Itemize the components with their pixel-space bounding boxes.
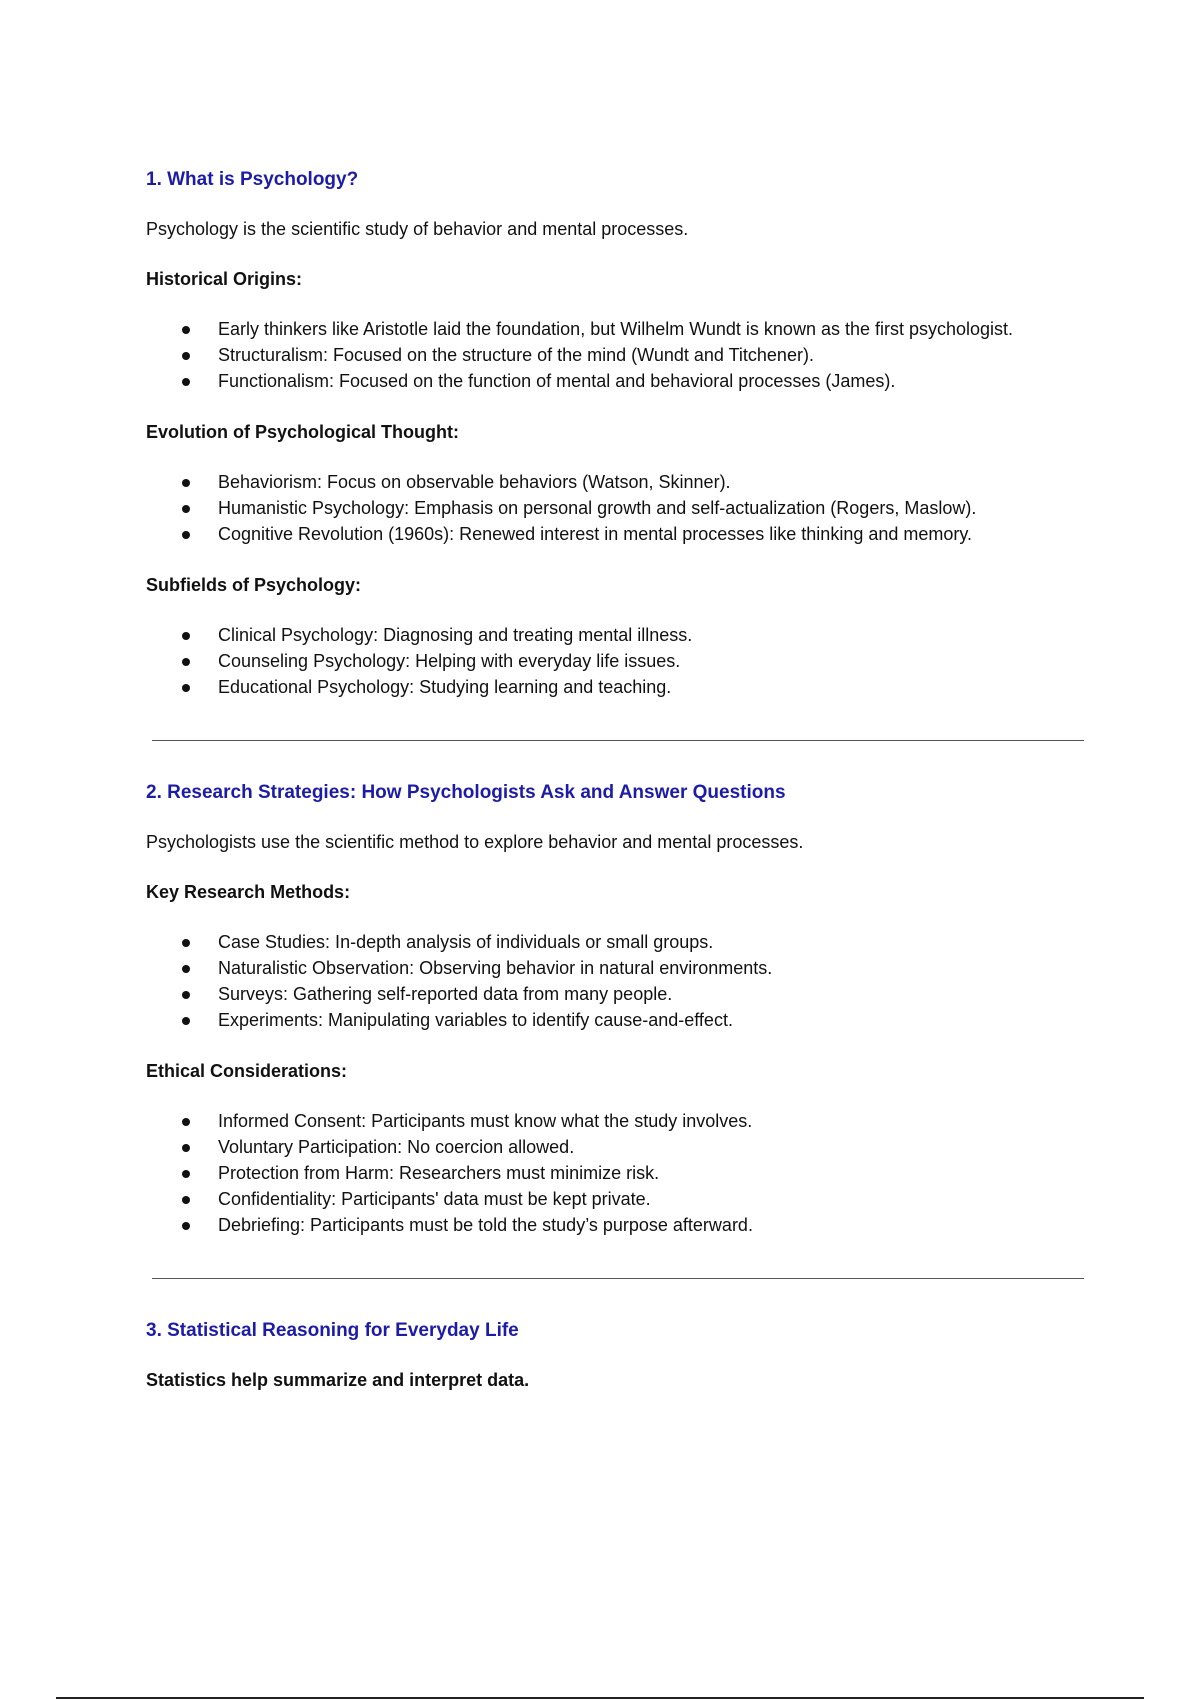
list-item-text: Informed Consent: Participants must know what the study involves. (218, 1111, 753, 1131)
bullet-icon (182, 1118, 190, 1126)
bullet-icon (182, 1170, 190, 1178)
list-item (146, 368, 1086, 394)
section-divider (152, 740, 1084, 741)
list-item (146, 521, 1086, 547)
document-content (146, 168, 1086, 1417)
subfields-heading: Subfields of Psychology: (146, 575, 362, 595)
evolution-list (146, 469, 1086, 547)
list-item-text: Educational Psychology: Studying learning and teaching. (218, 677, 672, 697)
list-item (146, 342, 1086, 368)
list-item (146, 469, 1086, 495)
bullet-icon (182, 1222, 190, 1230)
bullet-icon (182, 658, 190, 666)
list-item (146, 1212, 1086, 1238)
subfields-list (146, 622, 1086, 700)
list-item (146, 1108, 1086, 1134)
list-item (146, 648, 1086, 674)
page-bottom-edge (56, 1697, 1144, 1699)
section-3-subheading: Statistics help summarize and interpret data. (146, 1370, 530, 1390)
bullet-icon (182, 505, 190, 513)
list-item-text: Functionalism: Focused on the function of mental and behavioral processes (James). (218, 371, 896, 391)
bullet-icon (182, 965, 190, 973)
bullet-icon (182, 939, 190, 947)
bullet-icon (182, 479, 190, 487)
list-item-text: Experiments: Manipulating variables to identify cause-and-effect. (218, 1010, 733, 1030)
evolution-heading: Evolution of Psychological Thought: (146, 422, 459, 442)
section-1-intro: Psychology is the scientific study of behavior and mental processes. (146, 219, 689, 239)
list-item (146, 495, 1086, 521)
bullet-icon (182, 1017, 190, 1025)
ethical-considerations-list (146, 1108, 1086, 1238)
bullet-icon (182, 684, 190, 692)
list-item (146, 674, 1086, 700)
list-item-text: Structuralism: Focused on the structure of the mind (Wundt and Titchener). (218, 345, 814, 365)
list-item-text: Clinical Psychology: Diagnosing and treating mental illness. (218, 625, 693, 645)
list-item (146, 622, 1086, 648)
section-3-title: 3. Statistical Reasoning for Everyday Life (146, 1320, 519, 1341)
bullet-icon (182, 632, 190, 640)
bullet-icon (182, 531, 190, 539)
bullet-icon (182, 991, 190, 999)
bullet-icon (182, 1144, 190, 1152)
section-1-title: 1. What is Psychology? (146, 169, 359, 190)
list-item (146, 316, 1086, 342)
list-item-text: Debriefing: Participants must be told the study’s purpose afterward. (218, 1215, 753, 1235)
list-item-text: Cognitive Revolution (1960s): Renewed interest in mental processes like thinking and memory. (218, 524, 973, 544)
list-item (146, 1186, 1086, 1212)
list-item (146, 955, 1086, 981)
list-item-text: Naturalistic Observation: Observing behavior in natural environments. (218, 958, 773, 978)
list-item-text: Early thinkers like Aristotle laid the foundation, but Wilhelm Wundt is known as the first psychologist. (218, 319, 1014, 339)
research-methods-list (146, 929, 1086, 1033)
ethical-considerations-heading: Ethical Considerations: (146, 1061, 348, 1081)
list-item-text: Confidentiality: Participants' data must be kept private. (218, 1189, 651, 1209)
list-item (146, 1007, 1086, 1033)
list-item-text: Surveys: Gathering self-reported data from many people. (218, 984, 673, 1004)
bullet-icon (182, 352, 190, 360)
list-item-text: Behaviorism: Focus on observable behaviors (Watson, Skinner). (218, 472, 731, 492)
section-divider (152, 1278, 1084, 1279)
list-item (146, 1134, 1086, 1160)
list-item-text: Protection from Harm: Researchers must minimize risk. (218, 1163, 660, 1183)
bullet-icon (182, 1196, 190, 1204)
list-item (146, 1160, 1086, 1186)
section-2-title: 2. Research Strategies: How Psychologists Ask and Answer Questions (146, 782, 786, 803)
historical-origins-list (146, 316, 1086, 394)
research-methods-heading: Key Research Methods: (146, 882, 351, 902)
list-item-text: Case Studies: In-depth analysis of individuals or small groups. (218, 932, 714, 952)
list-item-text: Voluntary Participation: No coercion allowed. (218, 1137, 575, 1157)
bullet-icon (182, 326, 190, 334)
list-item-text: Humanistic Psychology: Emphasis on personal growth and self-actualization (Rogers, Maslow). (218, 498, 977, 518)
list-item-text: Counseling Psychology: Helping with everyday life issues. (218, 651, 681, 671)
bullet-icon (182, 378, 190, 386)
list-item (146, 981, 1086, 1007)
section-2-intro: Psychologists use the scientific method to explore behavior and mental processes. (146, 832, 804, 852)
historical-origins-heading: Historical Origins: (146, 269, 303, 289)
list-item (146, 929, 1086, 955)
